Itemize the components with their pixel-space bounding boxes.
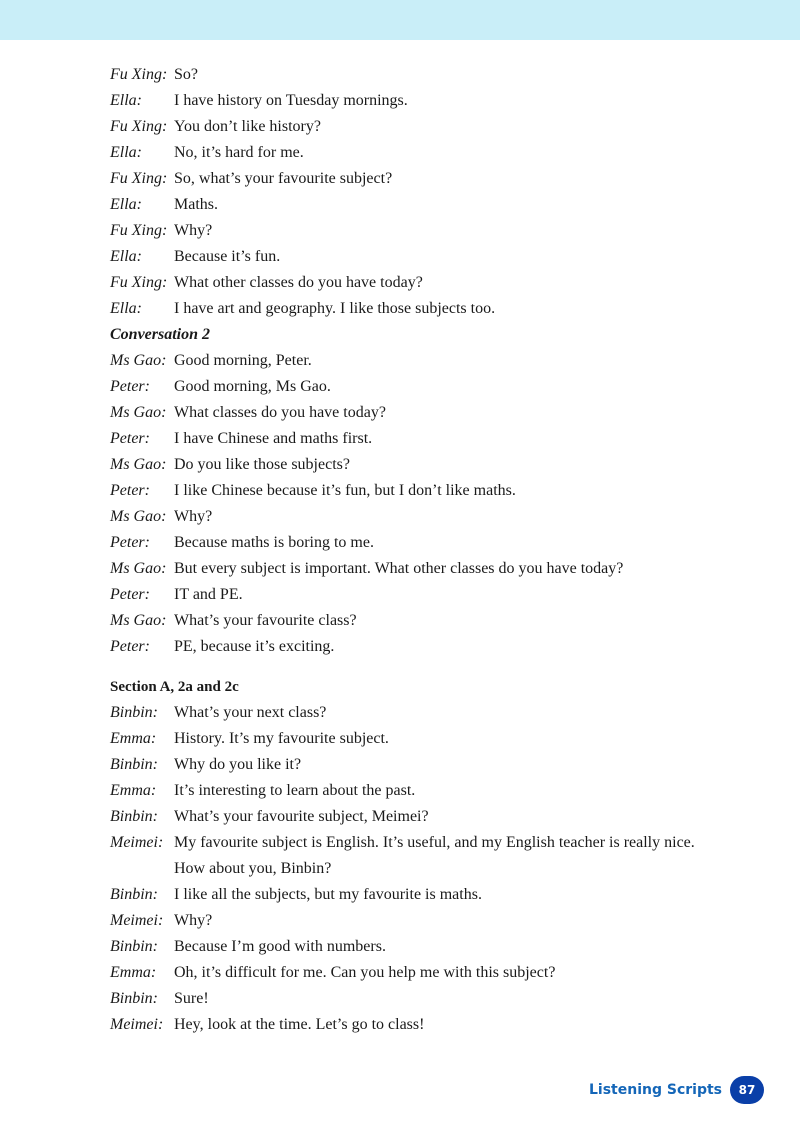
utterance-text: You don’t like history? [174, 118, 321, 135]
speaker-name: Binbin: [110, 886, 158, 903]
speaker-name: Meimei: [110, 1016, 164, 1033]
dialogue-line [110, 804, 750, 830]
utterance-text: Do you like those subjects? [174, 456, 350, 473]
page-footer [589, 1076, 764, 1104]
speaker-name: Fu Xing: [110, 170, 168, 187]
speaker-name: Fu Xing: [110, 222, 168, 239]
speaker-name: Meimei: [110, 834, 164, 851]
speaker-name: Binbin: [110, 938, 158, 955]
speaker-name: Ella: [110, 196, 142, 213]
speaker-name: Binbin: [110, 990, 158, 1007]
utterance-text: It’s interesting to learn about the past. [174, 782, 416, 799]
utterance-text: What’s your favourite subject, Meimei? [174, 808, 429, 825]
dialogue-line [110, 856, 750, 882]
speaker-name: Ms Gao: [110, 612, 167, 629]
speaker-name: Peter: [110, 586, 150, 603]
dialogue-line [110, 608, 750, 634]
section-a-lines [110, 700, 750, 1038]
utterance-text: What’s your next class? [174, 704, 327, 721]
utterance-text: I have history on Tuesday mornings. [174, 92, 408, 109]
dialogue-line [110, 726, 750, 752]
dialogue-line [110, 452, 750, 478]
dialogue-line [110, 400, 750, 426]
dialogue-line [110, 244, 750, 270]
speaker-name: Peter: [110, 638, 150, 655]
utterance-text: What other classes do you have today? [174, 274, 423, 291]
dialogue-line [110, 140, 750, 166]
utterance-text: PE, because it’s exciting. [174, 638, 335, 655]
speaker-name: Emma: [110, 782, 157, 799]
utterance-text: Oh, it’s difficult for me. Can you help me with this subject? [174, 964, 556, 981]
page-number-badge: 87 [730, 1076, 764, 1104]
dialogue-line [110, 908, 750, 934]
speaker-name: Emma: [110, 964, 157, 981]
conversation-2-heading: Conversation 2 [110, 326, 211, 343]
dialogue-line [110, 582, 750, 608]
speaker-name: Fu Xing: [110, 274, 168, 291]
utterance-text: I like Chinese because it’s fun, but I don’t like maths. [174, 482, 516, 499]
speaker-name: Binbin: [110, 704, 158, 721]
utterance-text: Hey, look at the time. Let’s go to class! [174, 1016, 425, 1033]
dialogue-line [110, 478, 750, 504]
utterance-text: Good morning, Ms Gao. [174, 378, 331, 395]
speaker-name: Fu Xing: [110, 118, 168, 135]
dialogue-line [110, 986, 750, 1012]
utterance-text: Why? [174, 912, 213, 929]
dialogue-line [110, 62, 750, 88]
speaker-name: Fu Xing: [110, 66, 168, 83]
dialogue-line [110, 218, 750, 244]
utterance-text: I like all the subjects, but my favourite is maths. [174, 886, 482, 903]
utterance-text: I have Chinese and maths first. [174, 430, 373, 447]
utterance-text: Why do you like it? [174, 756, 302, 773]
speaker-name: Binbin: [110, 756, 158, 773]
speaker-name: Peter: [110, 430, 150, 447]
utterance-text: How about you, Binbin? [174, 860, 332, 877]
speaker-name: Ella: [110, 248, 142, 265]
dialogue-line [110, 88, 750, 114]
dialogue-line [110, 166, 750, 192]
speaker-name: Ms Gao: [110, 560, 167, 577]
speaker-name: Ms Gao: [110, 404, 167, 421]
utterance-text: History. It’s my favourite subject. [174, 730, 389, 747]
utterance-text: Because I’m good with numbers. [174, 938, 386, 955]
utterance-text: Good morning, Peter. [174, 352, 312, 369]
utterance-text: Because maths is boring to me. [174, 534, 374, 551]
dialogue-line [110, 348, 750, 374]
dialogue-line [110, 426, 750, 452]
dialogue-line [110, 530, 750, 556]
utterance-text: So? [174, 66, 198, 83]
utterance-text: Because it’s fun. [174, 248, 281, 265]
top-color-band [0, 0, 800, 40]
speaker-name: Meimei: [110, 912, 164, 929]
dialogue-line [110, 504, 750, 530]
utterance-text: But every subject is important. What other classes do you have today? [174, 560, 624, 577]
speaker-name [110, 856, 174, 882]
dialogue-line [110, 778, 750, 804]
dialogue-line [110, 752, 750, 778]
dialogue-line [110, 830, 750, 856]
utterance-text: Why? [174, 508, 213, 525]
speaker-name: Ms Gao: [110, 456, 167, 473]
dialogue-line [110, 700, 750, 726]
dialogue-line [110, 374, 750, 400]
utterance-text: IT and PE. [174, 586, 243, 603]
utterance-text: What’s your favourite class? [174, 612, 357, 629]
listening-script [110, 62, 750, 1038]
dialogue-line [110, 634, 750, 660]
utterance-text: I have art and geography. I like those subjects too. [174, 300, 496, 317]
speaker-name: Peter: [110, 378, 150, 395]
utterance-text: No, it’s hard for me. [174, 144, 304, 161]
utterance-text: So, what’s your favourite subject? [174, 170, 393, 187]
dialogue-line [110, 960, 750, 986]
conversation-2-lines [110, 348, 750, 660]
dialogue-line [110, 192, 750, 218]
speaker-name: Ella: [110, 144, 142, 161]
speaker-name: Ms Gao: [110, 352, 167, 369]
speaker-name: Peter: [110, 534, 150, 551]
dialogue-line [110, 556, 750, 582]
speaker-name: Binbin: [110, 808, 158, 825]
dialogue-line [110, 114, 750, 140]
footer-label: Listening Scripts [589, 1082, 722, 1098]
speaker-name: Ms Gao: [110, 508, 167, 525]
utterance-text: What classes do you have today? [174, 404, 386, 421]
speaker-name: Ella: [110, 92, 142, 109]
utterance-text: Maths. [174, 196, 218, 213]
dialogue-line [110, 882, 750, 908]
utterance-text: Why? [174, 222, 213, 239]
utterance-text: Sure! [174, 990, 209, 1007]
dialogue-line [110, 296, 750, 322]
speaker-name: Emma: [110, 730, 157, 747]
speaker-name: Ella: [110, 300, 142, 317]
dialogue-line [110, 934, 750, 960]
section-a-heading: Section A, 2a and 2c [110, 679, 239, 695]
utterance-text: My favourite subject is English. It’s useful, and my English teacher is really nice. [174, 834, 695, 851]
conversation-1-lines [110, 62, 750, 322]
speaker-name: Peter: [110, 482, 150, 499]
dialogue-line [110, 1012, 750, 1038]
dialogue-line [110, 270, 750, 296]
